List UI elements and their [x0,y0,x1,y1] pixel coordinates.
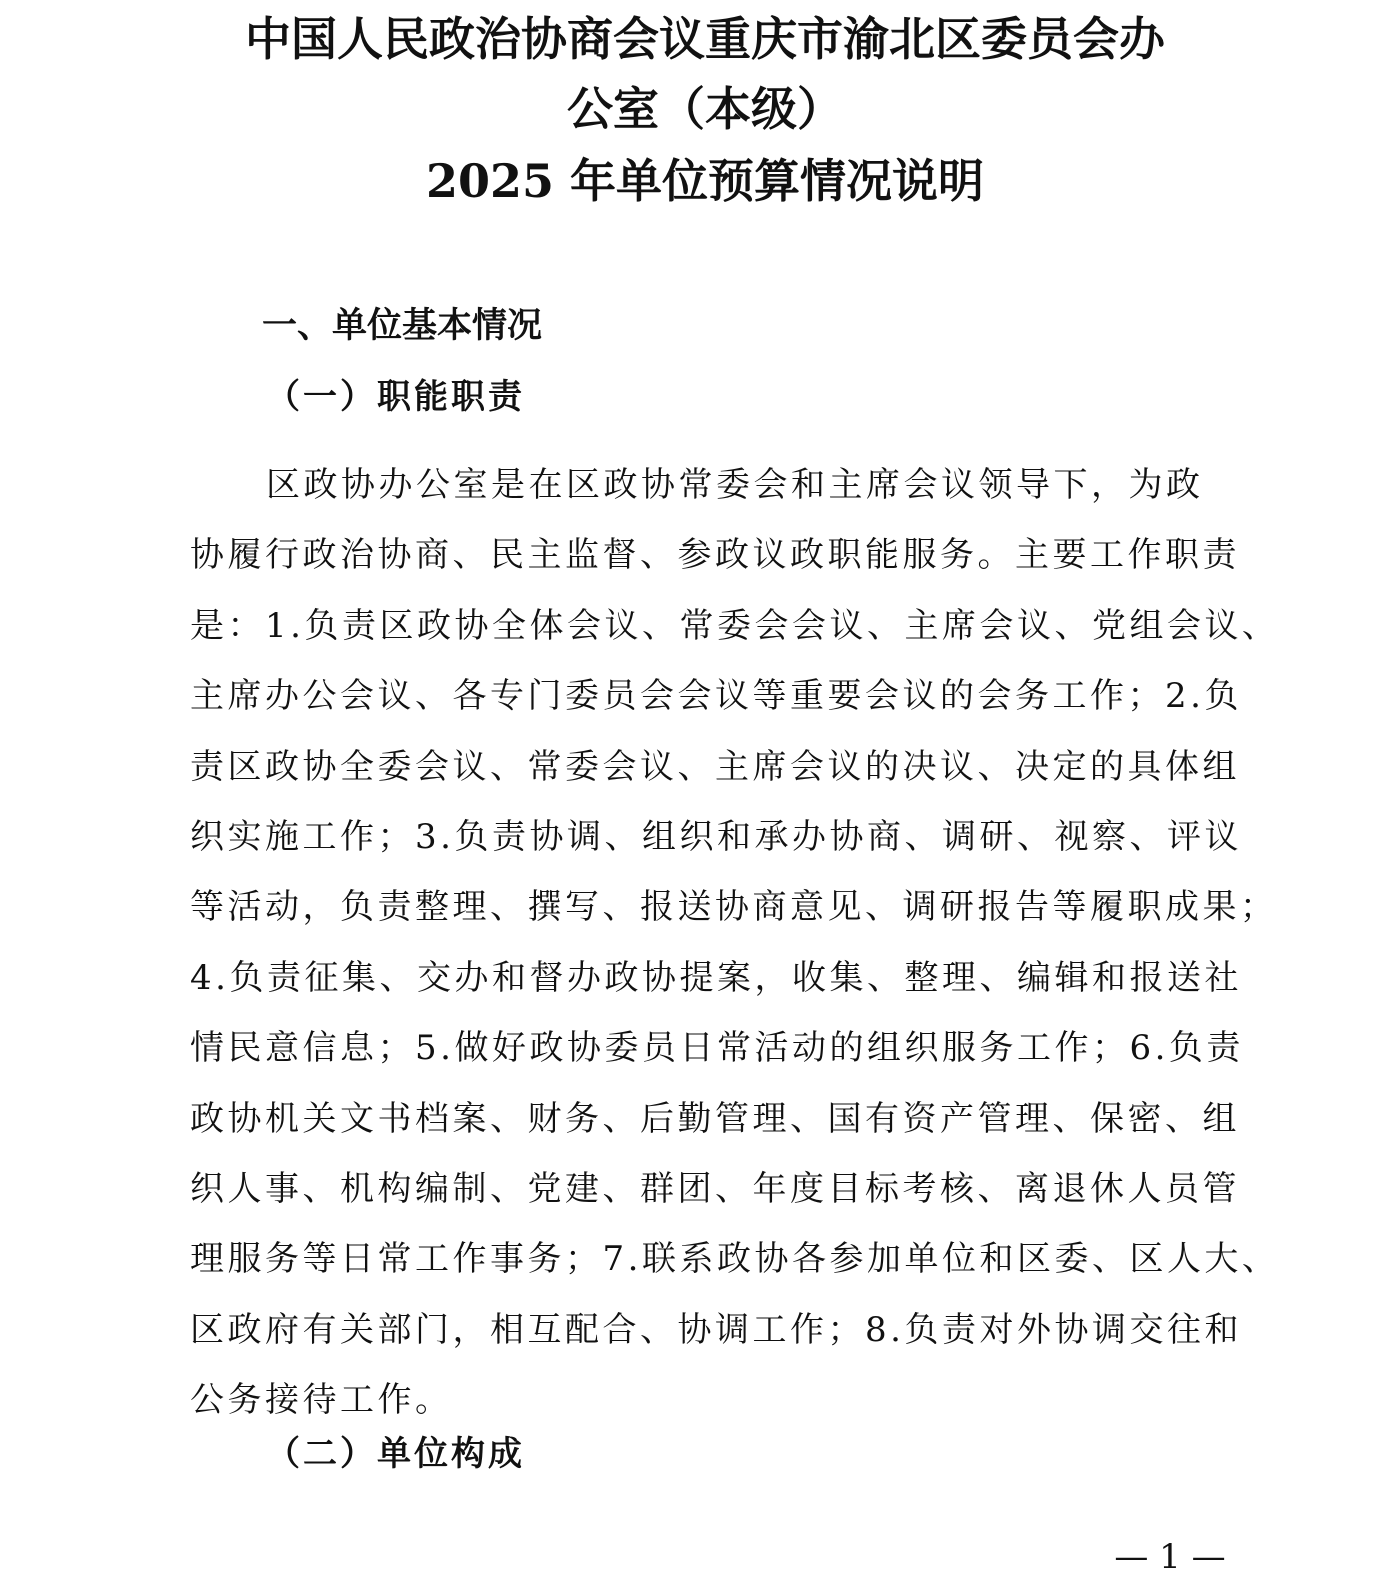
document-title-line-2: 公室（本级） [567,82,843,136]
paragraph-line: 主席办公会议、各专门委员会会议等重要会议的会务工作；2.负 [190,676,1242,717]
paragraph-line: 织实施工作；3.负责协调、组织和承办协商、调研、视察、评议 [190,816,1242,857]
paragraph-line: 区政府有关部门，相互配合、协调工作；8.负责对外协调交往和 [190,1309,1242,1350]
page-number: — 1 — [1114,1537,1226,1577]
paragraph-line: 是：1.负责区政协全体会议、常委会会议、主席会议、党组会议、 [190,605,1280,646]
paragraph-line: 织人事、机构编制、党建、群团、年度目标考核、离退休人员管 [190,1168,1240,1209]
section-heading-basic-info: 一、单位基本情况 [262,305,543,346]
paragraph-line: 公务接待工作。 [190,1380,453,1421]
paragraph-line: 区政协办公室是在区政协常委会和主席会议领导下，为政 [266,465,1204,505]
paragraph-line: 理服务等日常工作事务；7.联系政协各参加单位和区委、区人大、 [190,1239,1280,1280]
paragraph-line: 4.负责征集、交办和督办政协提案，收集、整理、编辑和报送社 [190,957,1242,998]
subsection-heading-composition: （二）单位构成 [266,1434,525,1474]
paragraph-line: 协履行政治协商、民主监督、参政议政职能服务。主要工作职责 [190,535,1240,576]
paragraph-line: 情民意信息；5.做好政协委员日常活动的组织服务工作；6.负责 [190,1028,1244,1069]
paragraph-line: 政协机关文书档案、财务、后勤管理、国有资产管理、保密、组 [190,1098,1240,1139]
paragraph-line: 等活动，负责整理、撰写、报送协商意见、调研报告等履职成果； [190,887,1278,928]
document-title-line-1: 中国人民政治协商会议重庆市渝北区委员会办 [245,12,1165,66]
paragraph-line: 责区政协全委会议、常委会议、主席会议的决议、决定的具体组 [190,746,1240,787]
functions-paragraph [190,450,1280,1435]
document-title-line-3: 2025 年单位预算情况说明 [425,154,985,208]
subsection-heading-functions: （一）职能职责 [266,377,525,417]
